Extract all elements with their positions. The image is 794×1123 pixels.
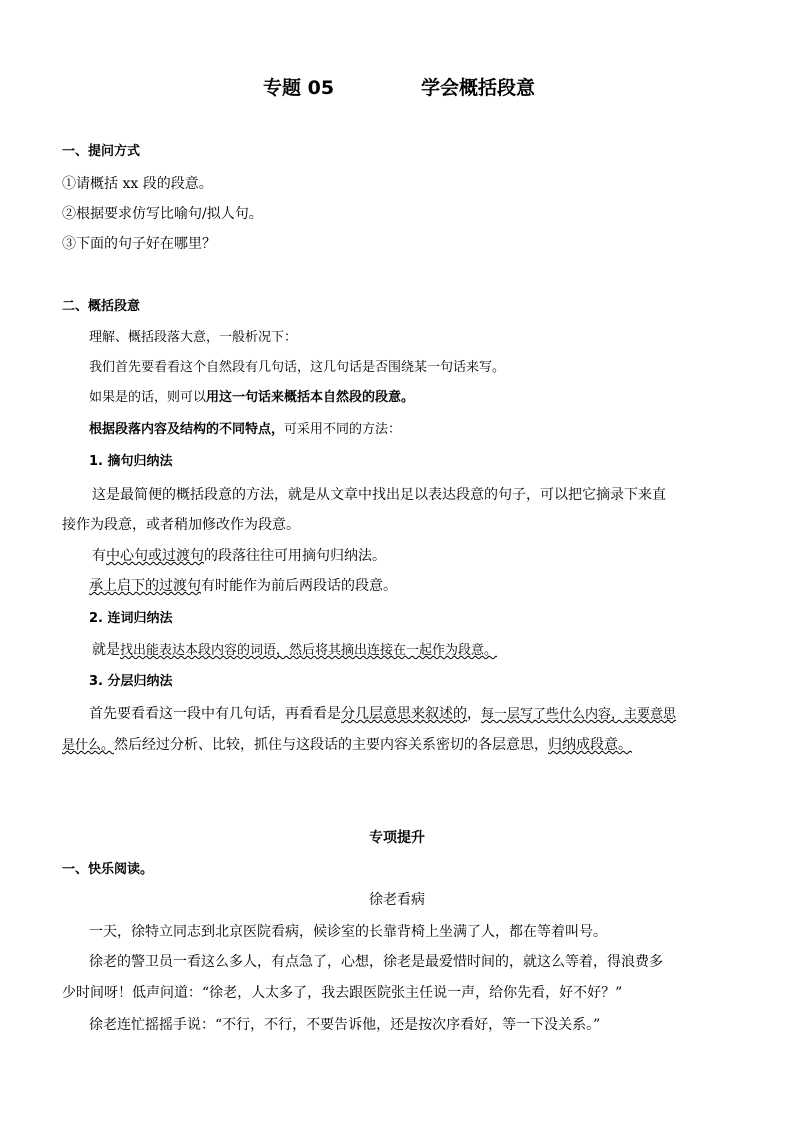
section2-para-4 [89,420,401,440]
m3-l2-emphasis-2: 归纳成段意。 [548,737,633,753]
section2-para-1: 理解、概括段落大意，一般析况下： [89,330,298,345]
para-4-emphasis: 根据段落内容及结构的不同特点， [89,422,285,437]
section2-para-2: 我们首先要看看这个自然段有几句话，这几句话是否围绕某一句话来写。 [89,360,506,375]
title-topic-name: 学会概括段意 [421,77,536,99]
m3-l1-text-a: 首先要看看这一段中有几句话，再看看是 [89,706,341,722]
title-topic-number: 专题 05 [263,77,335,99]
m3-l1-emphasis-2: 每一层写了些什么内容，主要意思 [481,707,677,722]
m3-l2-text-b: 然后经过分析、比较，抓住与这段话的主要内容关系密切的各层意思， [114,737,549,753]
method-3-line-2 [62,735,632,756]
m1-l4-text-b: 有时能作为前后两段话的段意。 [201,578,397,594]
practice-subheading: 一、快乐阅读。 [62,862,154,877]
story-para-2-line-2: 少时间呀！低声问道：“徐老，人太多了，我去跟医院张主任说一声，给你先看，好不好？” [62,985,623,1001]
para-3-emphasis: 用这一句话来概括本自然段的段意。 [206,390,415,405]
story-para-1: 一天，徐特立同志到北京医院看病，候诊室的长靠背椅上坐满了人，都在等着叫号。 [89,924,607,940]
m1-l3-text-a: 有 [92,548,106,564]
question-item-2: ②根据要求仿写比喻句/拟人句。 [62,206,263,222]
transition-sentence-term: 承上启下的过渡句 [89,578,201,594]
story-title: 徐老看病 [369,892,425,908]
para-4-text: 可采用不同的方法： [284,422,402,437]
para-3-text: 如果是的话，则可以 [89,390,207,405]
method-1-line-1: 这是最简便的概括段意的方法，就是从文章中找出足以表达段意的句子，可以把它摘录下来直 [92,487,666,503]
m3-l2-emphasis-1: 是什么。 [62,738,115,753]
m3-l1-comma: ， [467,706,481,722]
section2-heading: 二、概括段意 [62,299,141,314]
section2-para-3 [89,388,414,408]
practice-heading: 专项提升 [369,830,425,846]
method-1-title: 1. 摘句归纳法 [89,454,173,469]
method-3-title: 3. 分层归纳法 [89,674,173,689]
method-1-line-4 [89,576,397,596]
question-item-3: ③下面的句子好在哪里？ [62,236,216,252]
m3-l1-emphasis-1: 分几层意思来叙述的 [341,706,467,722]
method-2-line-1 [92,640,497,661]
method-3-line-1 [89,704,676,725]
question-item-1: ①请概括 xx 段的段意。 [62,176,213,192]
story-para-2-line-1: 徐老的警卫员一看这么多人，有点急了，心想，徐老是最爱惜时间的，就这么等着，得浪费多 [89,954,663,970]
method-2-title: 2. 连词归纳法 [89,611,173,626]
method-1-line-3 [92,546,386,566]
central-sentence-term: 中心句或过渡句 [106,548,204,564]
method-1-line-2: 接作为段意，或者稍加修改作为段意。 [62,517,300,533]
m2-l1-emphasis: 找出能表达本段内容的词语，然后将其摘出连接在一起作为段意。 [120,643,498,658]
story-para-3: 徐老连忙摇摇手说：“不行，不行，不要告诉他，还是按次序看好，等一下没关系。” [89,1017,601,1033]
m1-l3-text-c: 的段落往往可用摘句归纳法。 [204,548,386,564]
section1-heading: 一、提问方式 [62,144,141,159]
m2-l1-text-a: 就是 [92,642,120,658]
